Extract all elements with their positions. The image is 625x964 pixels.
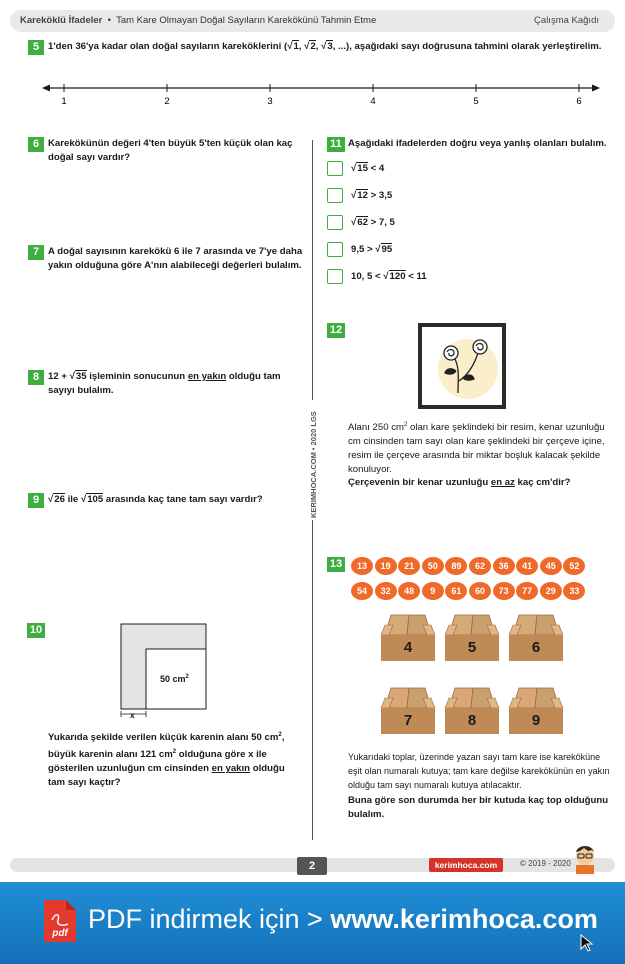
footer-copyright: © 2019 - 2020: [520, 859, 571, 868]
box-flaps-icon: [445, 686, 499, 710]
q11-checkbox[interactable]: [327, 269, 343, 284]
q13-ball: 48: [398, 582, 420, 600]
number-line: [42, 80, 600, 110]
question-number-7: 7: [28, 245, 44, 260]
q9-end: arasında kaç tane tam sayı vardır?: [103, 494, 263, 505]
q13-ball: 77: [516, 582, 538, 600]
banner-url[interactable]: www.kerimhoca.com: [330, 904, 598, 934]
question-10-text: Yukarıda şekilde verilen küçük karenin alanı 50 $cm^2$, büyük karenin alanı 121 $cm^2$ olduğuna göre x ile gösterilen uzunluğun cm cinsinden en yakın olduğu tam sayı kaçtır?: [48, 732, 285, 789]
q12-picture-frame: [418, 323, 506, 409]
q13-ball: 13: [351, 557, 373, 575]
q5-sqrt-2: √2: [304, 41, 316, 52]
question-number-8: 8: [28, 370, 44, 385]
q5-text-b: , ...), aşağıdaki sayı doğrusuna tahmini olarak yerleştirelim.: [332, 41, 602, 52]
q13-ball: 50: [422, 557, 444, 575]
question-9-text: [48, 493, 303, 507]
q13-ball: 32: [375, 582, 397, 600]
header-title: [20, 15, 376, 26]
number-line-tick-label: 2: [164, 96, 170, 107]
box-flaps-icon: [509, 613, 563, 637]
q5-text-a: 1'den 36'ya kadar olan doğal sayıların kareköklerini (: [48, 41, 288, 52]
box-flaps-icon: [381, 613, 435, 637]
question-11-text: Aşağıdaki ifadelerden doğru veya yanlış olanları bulalım.: [348, 138, 607, 149]
q11-statement: √12 > 3,5: [351, 190, 393, 201]
header-subtitle: Tam Kare Olmayan Doğal Sayıların Karekökünü Tahmin Etme: [116, 15, 377, 26]
q13-box: [509, 686, 563, 734]
footer-brand[interactable]: kerimhoca.com: [429, 858, 503, 872]
q13-ball: 9: [422, 582, 444, 600]
question-12-question: Çerçevenin bir kenar uzunluğu en az kaç cm'dir?: [348, 477, 571, 488]
side-watermark-text: KERIMHOCA.COM • 2020 LGS: [309, 411, 318, 518]
q10-figure: [118, 621, 223, 721]
q8-text-a: 12 +: [48, 371, 70, 382]
q13-ball: 62: [469, 557, 491, 575]
number-line-tick-label: 6: [576, 96, 582, 107]
q13-box: [381, 686, 435, 734]
question-number-6: 6: [28, 137, 44, 152]
q13-box: [445, 613, 499, 661]
pdf-icon-label: pdf: [52, 928, 68, 939]
cursor-icon: [580, 934, 594, 952]
number-line-tick-label: 4: [370, 96, 376, 107]
header-topic: Kareköklü İfadeler: [20, 15, 103, 26]
q13-box-label: 8: [445, 708, 499, 734]
number-line-right-arrow: [592, 85, 600, 92]
q11-statement: 9,5 > √95: [351, 244, 393, 255]
q13-ball: 33: [563, 582, 585, 600]
question-12-text: Alanı 250 $cm^2$ olan kare şeklindeki bir resim, kenar uzunluğu cm cinsinden tam sayı olan kare şeklindeki bir çerçeve içine, resim ile çerçeve arasında bir miktar boşluk kalacak şekilde konuluyor.: [348, 422, 605, 476]
question-number-9: 9: [28, 493, 44, 508]
q8-underline: en yakın: [187, 371, 227, 382]
q9-mid: ile: [64, 494, 81, 505]
q13-box-label: 7: [381, 708, 435, 734]
question-7-text: A doğal sayısının karekökü 6 ile 7 arasında ve 7'ye daha yakın olduğuna göre A'nın alabileceği değerleri bulalım.: [48, 246, 303, 271]
q13-box: [381, 613, 435, 661]
q11-statement: 10, 5 < √120 < 11: [351, 271, 427, 282]
q13-ball: 29: [540, 582, 562, 600]
q11-checkbox[interactable]: [327, 188, 343, 203]
header-dot: •: [105, 15, 114, 26]
header-doc-type: Çalışma Kağıdı: [534, 15, 599, 26]
q12-frame-svg: [418, 323, 506, 409]
number-line-svg: [42, 80, 600, 110]
box-flaps-icon: [509, 686, 563, 710]
box-flaps-icon: [381, 686, 435, 710]
side-watermark: [305, 400, 321, 520]
q11-checkbox[interactable]: [327, 161, 343, 176]
q13-box-label: 9: [509, 708, 563, 734]
download-banner[interactable]: [0, 882, 625, 964]
q10-x-label: x: [130, 710, 135, 720]
q11-statement: √62 > 7, 5: [351, 217, 395, 228]
q13-box-label: 4: [381, 635, 435, 661]
q11-checkbox[interactable]: [327, 242, 343, 257]
question-number-13: 13: [327, 557, 345, 572]
q5-sqrt-1: √1: [287, 41, 299, 52]
q13-box: [509, 613, 563, 661]
number-line-tick-label: 3: [267, 96, 273, 107]
q10-figure-svg: [118, 621, 223, 721]
q13-ball: 89: [445, 557, 467, 575]
question-number-5: 5: [28, 40, 44, 55]
q13-ball: 61: [445, 582, 467, 600]
mascot-svg: [570, 842, 600, 874]
pdf-file-icon[interactable]: [42, 898, 78, 944]
q8-sqrt: √35: [69, 371, 87, 382]
q13-ball: 41: [516, 557, 538, 575]
q13-ball: 19: [375, 557, 397, 575]
q10-square-label: 50 $cm^2$: [160, 674, 189, 684]
q13-ball: 52: [563, 557, 585, 575]
q9-sqrt-2: √105: [80, 494, 104, 505]
question-8-text: [48, 370, 303, 398]
q13-ball: 73: [493, 582, 515, 600]
question-5-text: 1'den 36'ya kadar olan doğal sayıların kareköklerini (√1, √2, √3, ...), aşağıdaki sayı doğrusuna tahmini olarak yerleştirelim.: [48, 41, 602, 52]
q13-box-label: 5: [445, 635, 499, 661]
q9-sqrt-1: √26: [48, 494, 65, 505]
question-number-12: 12: [327, 323, 345, 338]
banner-text[interactable]: [88, 904, 598, 935]
q5-sqrt-3: √3: [321, 41, 333, 52]
question-number-11: 11: [327, 137, 345, 152]
question-number-10: 10: [27, 623, 45, 638]
q13-ball: 60: [469, 582, 491, 600]
number-line-tick-label: 1: [61, 96, 67, 107]
q13-ball: 21: [398, 557, 420, 575]
q8-text-b: işleminin sonucunun: [86, 371, 188, 382]
page-header: [0, 10, 625, 32]
question-6-text: Karekökünün değeri 4'ten büyük 5'ten küçük olan kaç doğal sayı vardır?: [48, 138, 293, 163]
q13-ball: 45: [540, 557, 562, 575]
question-13-question: Buna göre son durumda her bir kutuda kaç top olduğunu bulalım.: [348, 795, 609, 820]
q11-checkbox[interactable]: [327, 215, 343, 230]
q13-ball: 36: [493, 557, 515, 575]
q11-statement: √15 < 4: [351, 163, 385, 174]
q13-box-label: 6: [509, 635, 563, 661]
banner-prefix: PDF indirmek için >: [88, 904, 331, 934]
number-line-tick-label: 5: [473, 96, 479, 107]
question-13-text: Yukarıdaki toplar, üzerinde yazan sayı tam kare ise kareköküne eşit olan numaralı kutuya; tam kare değilse karekökünün en yakın olduğu tam sayı numaralı kutuya atılacaktır.: [348, 752, 610, 790]
q13-box: [445, 686, 499, 734]
number-line-left-arrow: [42, 85, 50, 92]
page-number: 2: [297, 857, 327, 875]
mascot-avatar: [570, 842, 600, 874]
box-flaps-icon: [445, 613, 499, 637]
q13-ball: 54: [351, 582, 373, 600]
q8-text-c: olduğu tam sayıyı bulalım.: [48, 371, 281, 396]
